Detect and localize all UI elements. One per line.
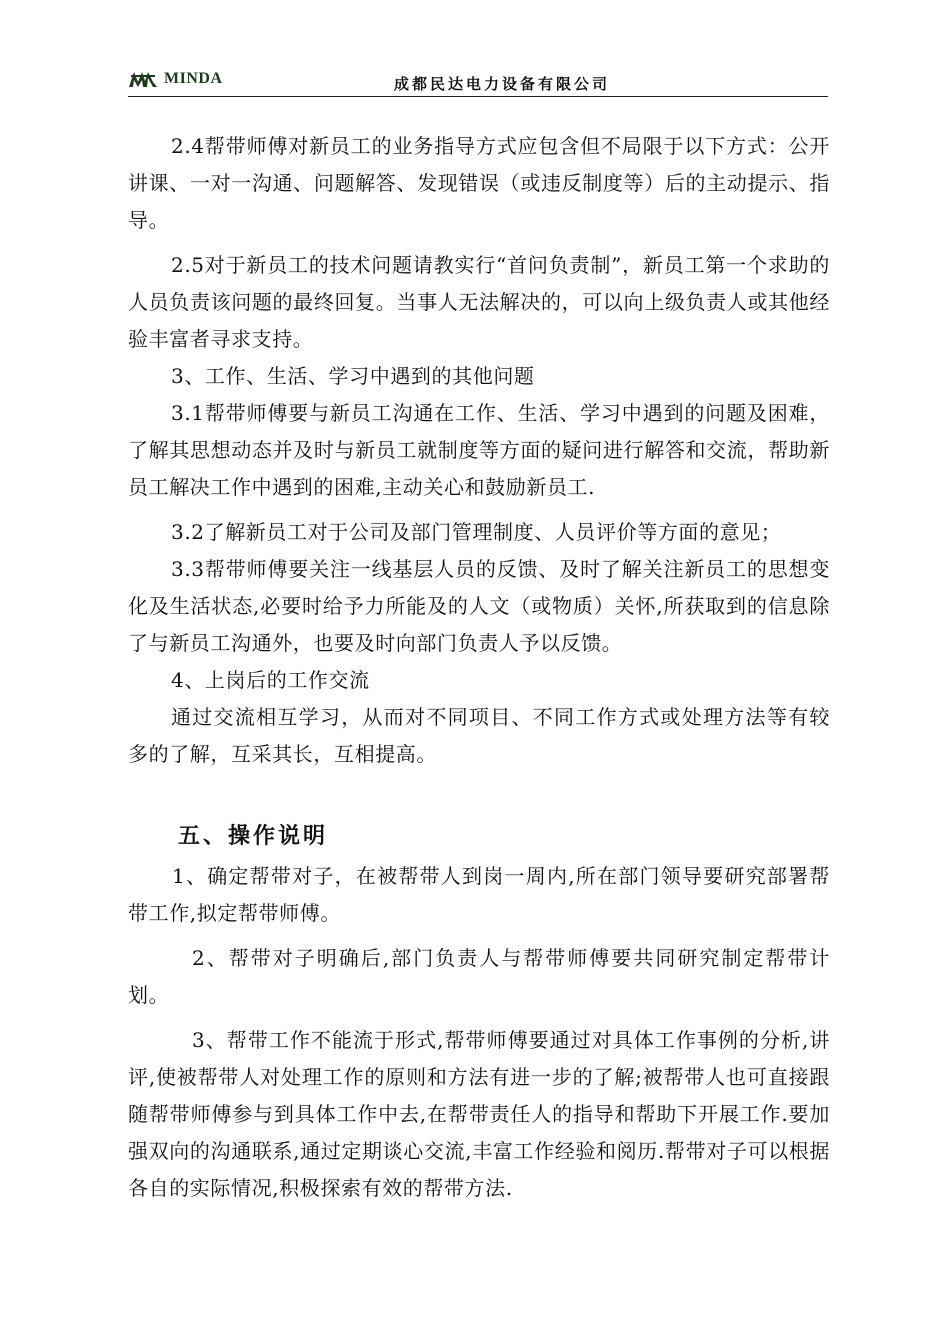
document-body (128, 128, 830, 1207)
logo-text: MINDA (164, 70, 223, 87)
section-5-heading: 五、操作说明 (178, 824, 329, 849)
paragraph-3-heading: 3、工作、生活、学习中遇到的其他问题 (171, 364, 535, 388)
section-5-item-3: 3、帮带工作不能流于形式,帮带师傅要通过对具体工作事例的分析,讲评,使被帮带人对处理工作的原则和方法有进一步的了解;被帮带人也可直接跟随帮带师傅参与到具体工作中去,在帮带责任人的指导和帮助下开展工作.要加强双向的沟通联系,通过定期谈心交流,丰富工作经验和阅历.帮带对子可以根据各自的实际情况,积极探索有效的帮带方法. (128, 1028, 830, 1200)
paragraph-3-1: 3.1帮带师傅要与新员工沟通在工作、生活、学习中遇到的问题及困难，了解其思想动态并及时与新员工就制度等方面的疑问进行解答和交流，帮助新员工解决工作中遇到的困难,主动关心和鼓励新员工. (128, 401, 830, 499)
paragraph-3-2: 3.2了解新员工对于公司及部门管理制度、人员评价等方面的意见； (171, 520, 782, 544)
section-5-item-1: 1、确定帮带对子，在被帮带人到岗一周内,所在部门领导要研究部署帮带工作,拟定帮带师傅。 (128, 864, 830, 925)
paragraph-4-body: 通过交流相互学习，从而对不同项目、不同工作方式或处理方法等有较多的了解，互采其长，互相提高。 (128, 705, 830, 766)
company-name: 成都民达电力设备有限公司 (394, 75, 611, 93)
company-logo (128, 70, 223, 88)
paragraph-2-4: 2.4帮带师傅对新员工的业务指导方式应包含但不局限于以下方式：公开讲课、一对一沟通、问题解答、发现错误（或违反制度等）后的主动提示、指导。 (128, 134, 830, 232)
paragraph-2-5: 2.5对于新员工的技术问题请教实行“首问负责制”，新员工第一个求助的人员负责该问题的最终回复。当事人无法解决的，可以向上级负责人或其他经验丰富者寻求支持。 (128, 253, 830, 351)
section-5-item-2: 2、帮带对子明确后,部门负责人与帮带师傅要共同研究制定帮带计划。 (128, 946, 830, 1007)
page-header (128, 62, 828, 98)
paragraph-4-heading: 4、上岗后的工作交流 (171, 668, 370, 692)
header-divider (128, 96, 828, 97)
minda-logo-icon (128, 70, 158, 88)
paragraph-3-3: 3.3帮带师傅要关注一线基层人员的反馈、及时了解关注新员工的思想变化及生活状态,必要时给予力所能及的人文（或物质）关怀,所获取到的信息除了与新员工沟通外，也要及时向部门负责人予以反馈。 (128, 557, 830, 655)
